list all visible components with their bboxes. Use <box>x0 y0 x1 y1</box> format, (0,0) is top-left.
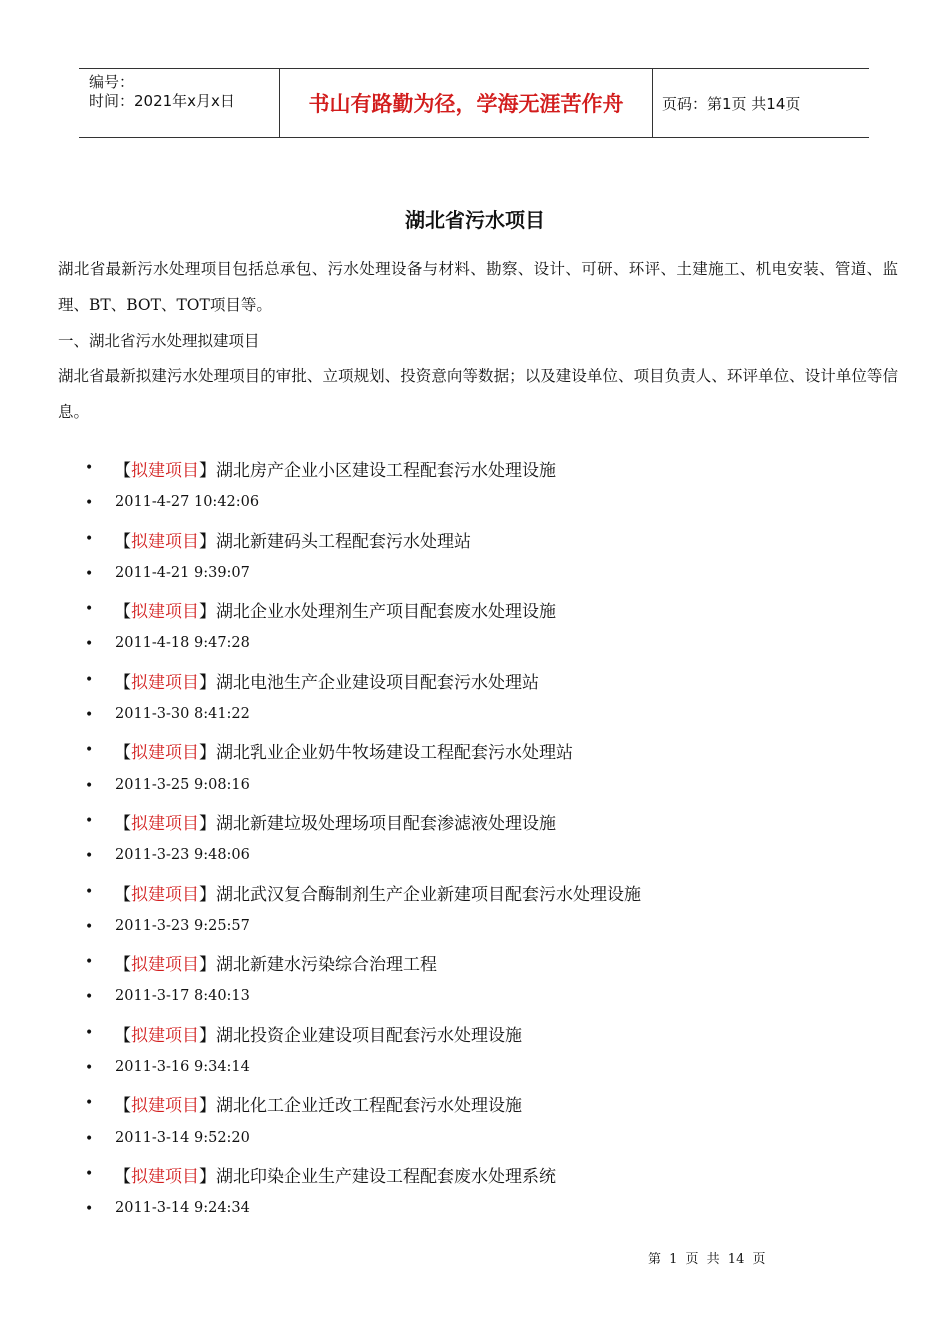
project-date: 2011-3-30 8:41:22 <box>115 706 250 723</box>
bullet-icon: • <box>85 1024 94 1041</box>
bullet-icon: • <box>85 636 94 653</box>
list-item-date <box>0 980 950 1015</box>
tag-close: 】 <box>199 1166 216 1187</box>
bullet-icon: • <box>85 1095 94 1112</box>
project-date: 2011-3-14 9:24:34 <box>115 1200 250 1217</box>
project-title: 湖北新建垃圾处理场项目配套渗滤液处理设施 <box>216 813 556 834</box>
bullet-icon: • <box>85 1165 94 1182</box>
project-tag: 拟建项目 <box>131 461 199 481</box>
project-link[interactable] <box>114 456 556 481</box>
project-date: 2011-3-23 9:48:06 <box>115 847 250 864</box>
tag-close: 】 <box>199 1096 216 1117</box>
tag-close: 】 <box>199 531 216 552</box>
tag-open: 【 <box>114 531 131 552</box>
tag-open: 【 <box>114 602 131 623</box>
project-link[interactable] <box>114 1162 556 1187</box>
project-tag: 拟建项目 <box>131 813 199 834</box>
list-item-date <box>0 769 950 804</box>
project-list <box>0 451 950 1228</box>
tag-open: 【 <box>114 672 131 693</box>
tag-close: 】 <box>199 672 216 693</box>
project-tag: 拟建项目 <box>131 602 199 623</box>
project-title: 湖北武汉复合酶制剂生产企业新建项目配套污水处理设施 <box>216 884 641 905</box>
project-title: 湖北新建水污染综合治理工程 <box>216 955 437 976</box>
list-item-title <box>0 1016 950 1051</box>
list-item-date <box>0 627 950 662</box>
project-tag: 拟建项目 <box>131 672 199 693</box>
project-title: 湖北印染企业生产建设工程配套废水处理系统 <box>216 1166 556 1187</box>
project-tag: 拟建项目 <box>131 1025 199 1046</box>
project-title: 湖北电池生产企业建设项目配套污水处理站 <box>216 672 539 693</box>
project-link[interactable] <box>114 1091 522 1116</box>
tag-close: 】 <box>199 884 216 905</box>
project-tag: 拟建项目 <box>131 955 199 976</box>
bullet-icon: • <box>85 848 94 865</box>
list-item-title <box>0 1086 950 1121</box>
header-motto: 书山有路勤为径，学海无涯苦作舟 <box>280 69 653 137</box>
tag-open: 【 <box>114 955 131 976</box>
project-date: 2011-4-18 9:47:28 <box>115 635 250 652</box>
bullet-icon: • <box>85 812 94 829</box>
project-title: 湖北乳业企业奶牛牧场建设工程配套污水处理站 <box>216 743 573 764</box>
tag-close: 】 <box>199 743 216 764</box>
tag-open: 【 <box>114 884 131 905</box>
list-item-title <box>0 522 950 557</box>
list-item-title <box>0 804 950 839</box>
bullet-icon: • <box>85 883 94 900</box>
intro-paragraph: 湖北省最新污水处理项目包括总承包、污水处理设备与材料、勘察、设计、可研、环评、土建施工、机电安装、管道、监理、BT、BOT、TOT项目等。 <box>58 260 898 314</box>
list-item-date <box>0 557 950 592</box>
project-date: 2011-3-14 9:52:20 <box>115 1129 250 1146</box>
tag-open: 【 <box>114 461 131 481</box>
tag-close: 】 <box>199 1025 216 1046</box>
list-item-date <box>0 839 950 874</box>
bullet-icon: • <box>85 1060 94 1077</box>
project-title: 湖北企业水处理剂生产项目配套废水处理设施 <box>216 602 556 623</box>
tag-open: 【 <box>114 1166 131 1187</box>
list-item-title <box>0 451 950 486</box>
header-page-info: 页码：第1页 共14页 <box>662 94 801 113</box>
bullet-icon: • <box>85 530 94 547</box>
project-link[interactable] <box>114 950 437 975</box>
project-title: 湖北房产企业小区建设工程配套污水处理设施 <box>216 461 556 481</box>
list-item-date <box>0 1122 950 1157</box>
tag-open: 【 <box>114 743 131 764</box>
project-tag: 拟建项目 <box>131 531 199 552</box>
list-item-title <box>0 945 950 980</box>
list-item-date <box>0 1192 950 1227</box>
project-title: 湖北新建码头工程配套污水处理站 <box>216 531 471 552</box>
list-item-date <box>0 486 950 521</box>
list-item-date <box>0 698 950 733</box>
header-meta-cell <box>79 69 280 137</box>
list-item-date <box>0 910 950 945</box>
project-date: 2011-4-21 9:39:07 <box>115 564 250 581</box>
list-item-date <box>0 1051 950 1086</box>
bullet-icon: • <box>85 707 94 724</box>
list-item-title <box>0 663 950 698</box>
page-footer: 第 1 页 共 14 页 <box>648 1252 766 1267</box>
tag-close: 】 <box>199 602 216 623</box>
bullet-icon: • <box>85 1201 94 1218</box>
bullet-icon: • <box>85 989 94 1006</box>
tag-close: 】 <box>199 461 216 481</box>
list-item-title <box>0 733 950 768</box>
project-tag: 拟建项目 <box>131 743 199 764</box>
project-tag: 拟建项目 <box>131 1096 199 1117</box>
project-link[interactable] <box>114 738 573 763</box>
project-date: 2011-3-25 9:08:16 <box>115 776 250 793</box>
project-link[interactable] <box>114 880 641 905</box>
project-date: 2011-3-16 9:34:14 <box>115 1059 250 1076</box>
tag-open: 【 <box>114 813 131 834</box>
bullet-icon: • <box>85 460 94 476</box>
project-title: 湖北投资企业建设项目配套污水处理设施 <box>216 1025 522 1046</box>
tag-close: 】 <box>199 813 216 834</box>
project-tag: 拟建项目 <box>131 1166 199 1187</box>
section-heading: 一、湖北省污水处理拟建项目 <box>58 332 260 350</box>
tag-open: 【 <box>114 1096 131 1117</box>
list-item-title <box>0 1157 950 1192</box>
list-item-title <box>0 592 950 627</box>
bullet-icon: • <box>85 565 94 582</box>
section-paragraph: 湖北省最新拟建污水处理项目的审批、立项规划、投资意向等数据；以及建设单位、项目负责人、环评单位、设计单位等信息。 <box>58 367 898 421</box>
project-date: 2011-4-27 10:42:06 <box>115 494 260 511</box>
bullet-icon: • <box>85 954 94 971</box>
project-link[interactable] <box>114 597 556 622</box>
document-title: 湖北省污水项目 <box>405 208 545 232</box>
project-tag: 拟建项目 <box>131 884 199 905</box>
project-date: 2011-3-17 8:40:13 <box>115 988 250 1005</box>
project-title: 湖北化工企业迁改工程配套污水处理设施 <box>216 1096 522 1117</box>
bullet-icon: • <box>85 601 94 618</box>
bullet-icon: • <box>85 918 94 935</box>
project-link[interactable] <box>114 527 471 552</box>
bullet-icon: • <box>85 1130 94 1147</box>
project-link[interactable] <box>114 809 556 834</box>
project-link[interactable] <box>114 1021 522 1046</box>
bullet-icon: • <box>85 495 94 512</box>
bullet-icon: • <box>85 742 94 759</box>
number-label: 编号： <box>89 73 135 91</box>
page-header <box>79 68 869 138</box>
project-date: 2011-3-23 9:25:57 <box>115 917 250 934</box>
list-item-title <box>0 875 950 910</box>
bullet-icon: • <box>85 777 94 794</box>
tag-open: 【 <box>114 1025 131 1046</box>
tag-close: 】 <box>199 955 216 976</box>
time-label: 时间：2021年x月x日 <box>89 92 235 110</box>
bullet-icon: • <box>85 671 94 688</box>
project-link[interactable] <box>114 668 539 693</box>
